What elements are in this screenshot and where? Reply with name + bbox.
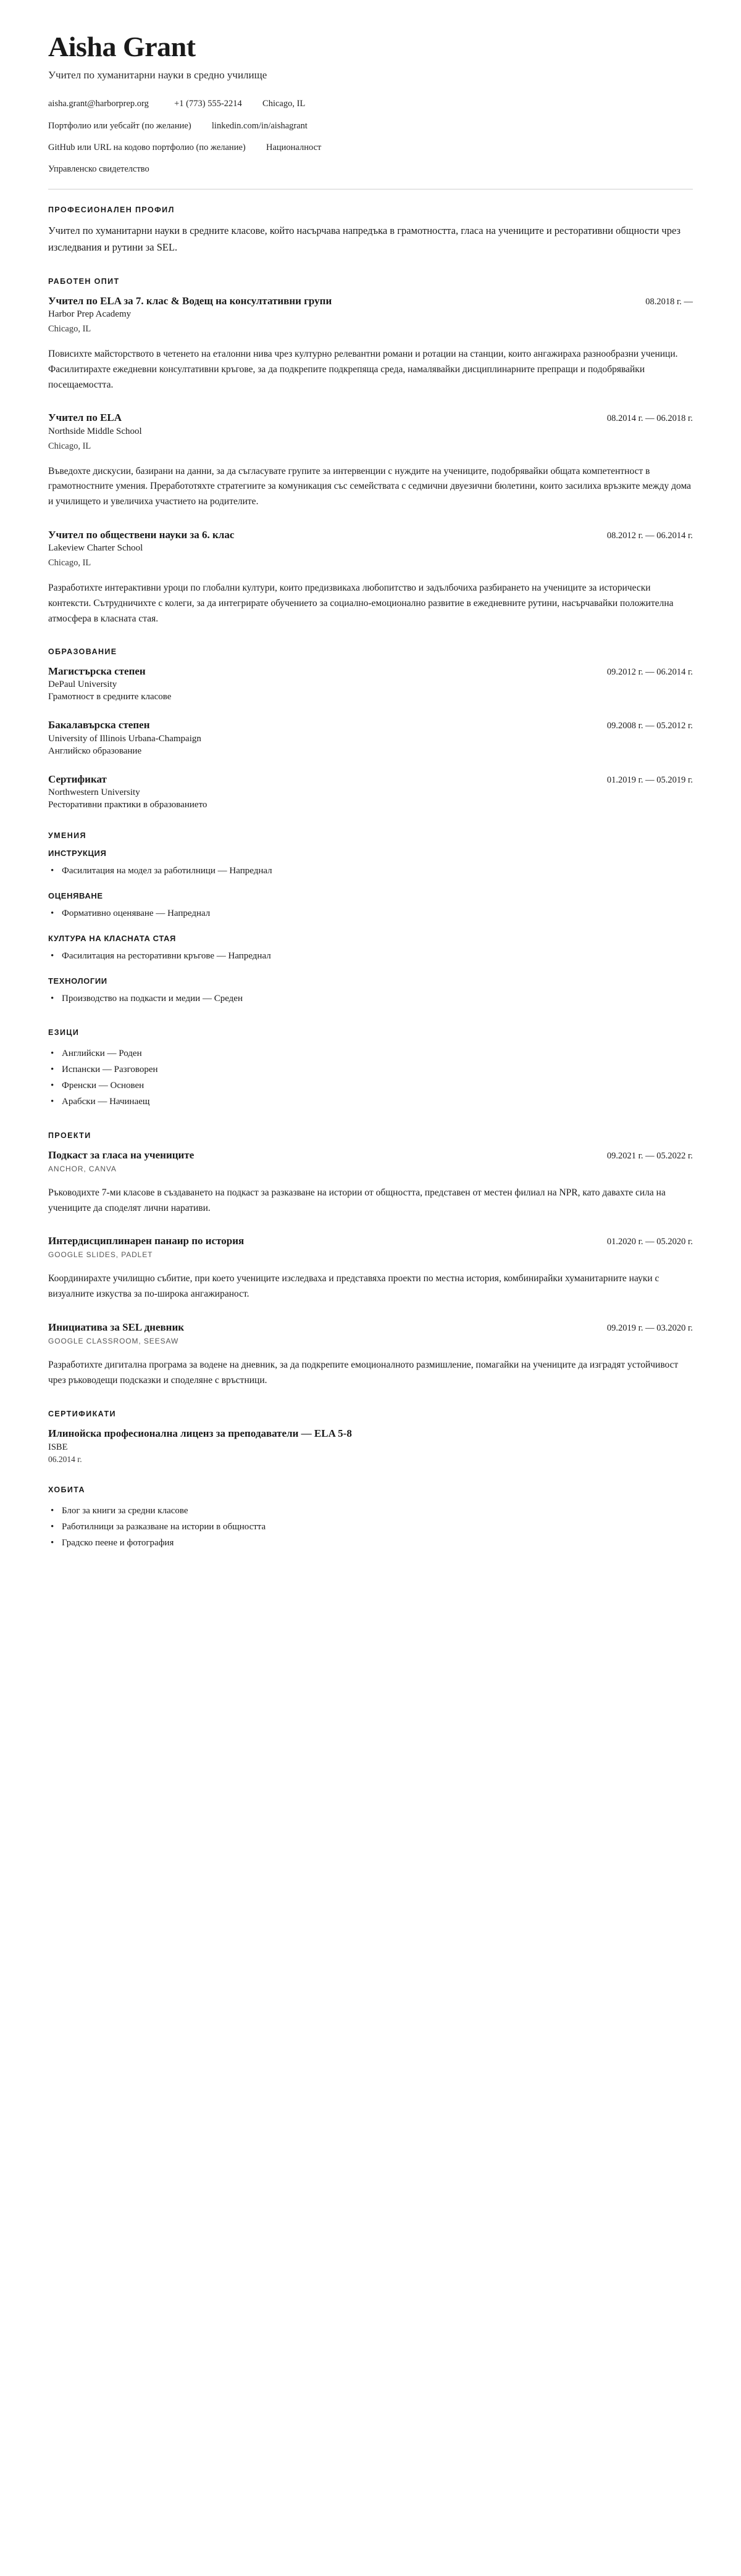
education-degree: Сертификат xyxy=(48,773,107,785)
section-title-education: ОБРАЗОВАНИЕ xyxy=(48,647,117,657)
section-title-summary: ПРОФЕСИОНАЛЕН ПРОФИЛ xyxy=(48,206,175,215)
languages-list xyxy=(48,1045,693,1110)
list-item: • Фасилитация на модел за работилници — Напреднал xyxy=(62,863,693,879)
experience-entry xyxy=(48,411,693,509)
list-item: • Градско пеене и фотография xyxy=(62,1535,693,1551)
experience-entry-head xyxy=(48,411,693,425)
experience-location: Chicago, IL xyxy=(48,441,91,451)
experience-organization: Harbor Prep Academy xyxy=(48,309,132,320)
section-title-skills: УМЕНИЯ xyxy=(48,831,86,840)
list-item: • Производство на подкасти и медии — Среден xyxy=(62,991,693,1007)
experience-role: Учител по ELA xyxy=(48,412,122,424)
skills-list xyxy=(48,863,693,879)
certificate-name: Илинойска професионална лиценз за преподаватели — ELA 5-8 xyxy=(48,1427,352,1439)
certificate-issuer: ISBE xyxy=(48,1442,68,1452)
certificate-date: 06.2014 г. xyxy=(48,1454,82,1464)
experience-organization: Lakeview Charter School xyxy=(48,542,143,553)
skills-group-title: ОЦЕНЯВАНЕ xyxy=(48,891,103,900)
contact-nationality: Националност xyxy=(266,142,322,152)
education-dates: 09.2012 г. — 06.2014 г. xyxy=(606,667,693,678)
contact-driving-license: Управленско свидетелство xyxy=(48,164,149,175)
education-school: Northwestern University xyxy=(48,787,140,797)
experience-description: Повисихте майсторството в четенето на еталонни нива чрез културно релевантни романи и ротации на станции, които ангажираха разнообразни ученици. Фасилитирахте ежедневни консултативни кръгове, за да подкрепите подкрепяща среда, намалявайки дисциплинарните препращи и подобрявайки посещаемостта. xyxy=(48,349,678,390)
project-name: Инициатива за SEL дневник xyxy=(48,1321,185,1334)
experience-entry-head xyxy=(48,528,693,542)
experience-location: Chicago, IL xyxy=(48,324,91,334)
education-degree: Магистърска степен xyxy=(48,665,146,678)
list-item: • Арабски — Начинаещ xyxy=(62,1094,693,1110)
contact-row-license xyxy=(48,163,693,175)
education-entry-head xyxy=(48,665,693,678)
education-entry xyxy=(48,665,693,702)
project-name: Интердисциплинарен панаир по история xyxy=(48,1235,245,1247)
list-item: • Френски — Основен xyxy=(62,1078,693,1094)
skills-list xyxy=(48,948,693,964)
experience-dates: 08.2012 г. — 06.2014 г. xyxy=(606,530,693,541)
project-dates: 01.2020 г. — 05.2020 г. xyxy=(606,1237,693,1247)
skills-list xyxy=(48,905,693,921)
contact-row-github xyxy=(48,141,693,154)
list-item: • Испански — Разговорен xyxy=(62,1062,693,1078)
education-dates: 01.2019 г. — 05.2019 г. xyxy=(606,775,693,785)
experience-location: Chicago, IL xyxy=(48,557,91,568)
section-title-certificates: СЕРТИФИКАТИ xyxy=(48,1409,116,1418)
skills-group-title: ИНСТРУКЦИЯ xyxy=(48,848,107,858)
section-education xyxy=(48,647,693,810)
experience-entry xyxy=(48,528,693,626)
education-entry-head xyxy=(48,773,693,786)
education-entry xyxy=(48,773,693,810)
project-dates: 09.2019 г. — 03.2020 г. xyxy=(606,1323,693,1334)
experience-entry-head xyxy=(48,294,693,308)
project-entry xyxy=(48,1234,693,1302)
github-placeholder: GitHub или URL на кодово портфолио (по желание) xyxy=(48,142,246,152)
contact-linkedin: linkedin.com/in/aishagrant xyxy=(211,120,308,131)
list-item: • Блог за книги за средни класове xyxy=(62,1503,693,1519)
experience-dates: 08.2018 г. — xyxy=(645,296,693,307)
project-dates: 09.2021 г. — 05.2022 г. xyxy=(606,1150,693,1161)
section-projects xyxy=(48,1131,693,1389)
list-item: • Фасилитация на ресторативни кръгове — Напреднал xyxy=(62,948,693,964)
list-item: • Английски — Роден xyxy=(62,1045,693,1062)
project-name: Подкаст за гласа на учениците xyxy=(48,1149,195,1161)
skills-group xyxy=(48,891,693,921)
list-item: • Формативно оценяване — Напреднал xyxy=(62,905,693,921)
contact-email: aisha.grant@harborprep.org xyxy=(48,99,149,109)
page-title: Aisha Grant xyxy=(48,31,196,62)
project-description: Разработихте дигитална програма за водене на дневник, за да подкрепите емоционалното размишление, помагайки на учениците да изградят устойчивост чрез ръководещи подсказки и споделяне с връстници. xyxy=(48,1360,679,1386)
contact-row-portfolio xyxy=(48,120,693,132)
hobbies-list xyxy=(48,1503,693,1552)
project-entry xyxy=(48,1149,693,1216)
education-field: Ресторативни практики в образованието xyxy=(48,799,207,810)
contact-location: Chicago, IL xyxy=(262,99,306,109)
section-title-languages: ЕЗИЦИ xyxy=(48,1028,80,1037)
section-title-experience: РАБОТЕН ОПИТ xyxy=(48,276,120,286)
section-hobbies xyxy=(48,1485,693,1552)
experience-role: Учител по обществени науки за 6. клас xyxy=(48,528,235,541)
certificate-entry xyxy=(48,1427,693,1465)
section-languages xyxy=(48,1028,693,1110)
section-title-projects: ПРОЕКТИ xyxy=(48,1131,91,1140)
skills-group xyxy=(48,849,693,879)
summary-text: Учител по хуманитарни науки в средните класове, който насърчава напредъка в грамотността, гласа на учениците и ресторативни общности чрез изследвания и рутини за SEL. xyxy=(48,225,681,254)
education-degree: Бакалавърска степен xyxy=(48,719,150,731)
education-entry xyxy=(48,718,693,756)
education-school: University of Illinois Urbana-Champaign xyxy=(48,733,201,744)
experience-description: Въведохте дискусии, базирани на данни, за да съгласувате групите за интервенции с нуждите на учениците, подобрявайки общата компетентност в грамотностните умения. Преработотяхте стратегиите за комуникация със семействата с седмични двуезични бюлетини, които засилиха връзките между дома и училището и увеличиха участието на родителите. xyxy=(48,465,692,507)
skills-group-title: КУЛТУРА НА КЛАСНАТА СТАЯ xyxy=(48,934,176,944)
experience-dates: 08.2014 г. — 06.2018 г. xyxy=(606,413,693,424)
experience-description: Разработихте интерактивни уроци по глобални култури, които предизвикаха любопитство и задълбочиха разбирането на учениците за исторически контексти. Сътрудничихте с колеги, за да интегрирате обучението за социално-емоционално развитие в ежедневните рутини, насърчавайки положителна атмосфера в класната стая. xyxy=(48,582,674,624)
project-entry xyxy=(48,1321,693,1389)
section-skills xyxy=(48,831,693,1007)
education-dates: 09.2008 г. — 05.2012 г. xyxy=(606,721,693,731)
contact-row-email xyxy=(48,98,693,110)
skills-group xyxy=(48,934,693,964)
project-entry-head xyxy=(48,1234,693,1248)
section-title-hobbies: ХОБИТА xyxy=(48,1485,85,1494)
skills-group xyxy=(48,976,693,1007)
skills-list xyxy=(48,991,693,1007)
professional-headline: Учител по хуманитарни науки в средно училище xyxy=(48,69,267,81)
experience-organization: Northside Middle School xyxy=(48,426,142,436)
project-tags: GOOGLE CLASSROOM, SEESAW xyxy=(48,1337,179,1346)
project-entry-head xyxy=(48,1149,693,1162)
education-entry-head xyxy=(48,718,693,732)
education-field: Английско образование xyxy=(48,746,142,756)
portfolio-placeholder: Портфолио или уебсайт (по желание) xyxy=(48,120,191,131)
project-description: Координирахте училищно събитие, при което учениците изследваха и представяха проекти по местна история, комбинирайки хуманитарните науки с визуалните изкуства за по-широка ангажираност. xyxy=(48,1273,659,1300)
section-experience xyxy=(48,277,693,626)
project-entry-head xyxy=(48,1321,693,1334)
project-tags: ANCHOR, CANVA xyxy=(48,1164,117,1173)
contact-phone: +1 (773) 555-2214 xyxy=(174,99,242,109)
project-description: Ръководихте 7-ми класове в създаването на подкаст за разказване на истории от общността, представен от местен филиал на NPR, като давахте сила на учениците да споделят лични наративи. xyxy=(48,1187,666,1213)
section-summary xyxy=(48,206,693,256)
experience-role: Учител по ELA за 7. клас & Водещ на консултативни групи xyxy=(48,294,332,307)
education-school: DePaul University xyxy=(48,679,117,690)
project-tags: GOOGLE SLIDES, PADLET xyxy=(48,1250,153,1260)
experience-entry xyxy=(48,294,693,393)
education-field: Грамотност в средните класове xyxy=(48,692,172,702)
list-item: • Работилници за разказване на истории в общността xyxy=(62,1519,693,1535)
skills-group-title: ТЕХНОЛОГИИ xyxy=(48,976,107,986)
section-certificates xyxy=(48,1410,693,1465)
